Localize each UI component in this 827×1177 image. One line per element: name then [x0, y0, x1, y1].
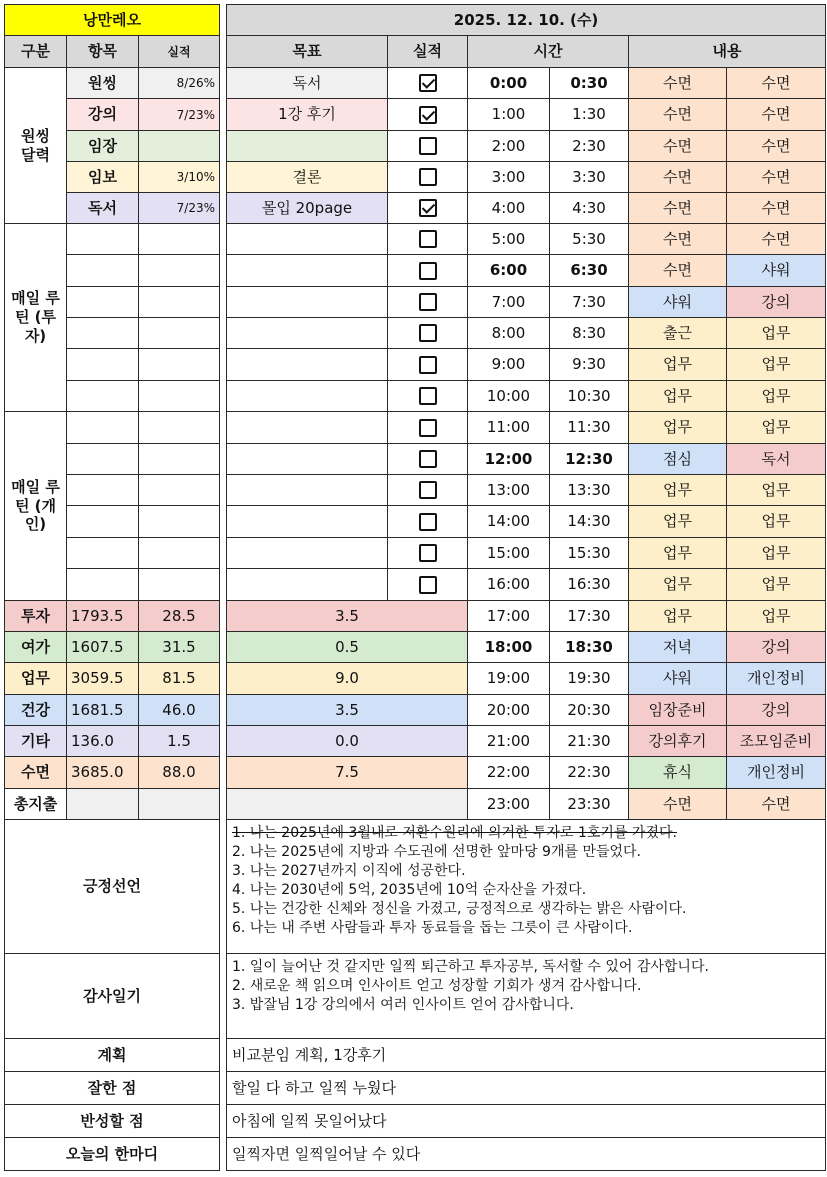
gratitude-list	[227, 954, 826, 1039]
empty-cell	[67, 444, 139, 475]
time-end: 3:30	[550, 162, 629, 193]
time-end: 20:30	[550, 695, 629, 726]
affirmation-item: 2. 나는 2025년에 지방과 수도권에 선명한 앞마당 9개를 만들었다.	[232, 844, 641, 860]
time-start: 5:00	[468, 224, 550, 255]
result-cell	[388, 255, 468, 287]
time-start: 2:00	[468, 131, 550, 162]
total-spend-label: 총지출	[5, 789, 67, 820]
activity-first-half[interactable]: 수면	[629, 224, 727, 255]
header-content: 내용	[629, 36, 826, 68]
section-oneline-label: 오늘의 한마디	[5, 1138, 220, 1171]
result-cell	[388, 162, 468, 193]
activity-second-half[interactable]: 업무	[727, 601, 826, 632]
activity-first-half[interactable]: 샤워	[629, 287, 727, 318]
affirmation-item: 6. 나는 내 주변 사람들과 투자 동료들을 돕는 그릇이 큰 사람이다.	[232, 920, 633, 936]
result-cell	[388, 381, 468, 412]
activity-second-half[interactable]: 강의	[727, 695, 826, 726]
activity-first-half[interactable]: 업무	[629, 381, 727, 412]
empty-cell	[139, 318, 220, 349]
time-end: 10:30	[550, 381, 629, 412]
category-table	[4, 4, 220, 1171]
time-start: 7:00	[468, 287, 550, 318]
total-spend-actual	[139, 789, 220, 820]
summary-hours-cell: 3.5	[227, 601, 468, 632]
time-end: 15:30	[550, 538, 629, 569]
summary-etc-label: 기타	[5, 726, 67, 757]
time-start: 9:00	[468, 349, 550, 381]
item-oneThing: 원씽	[67, 68, 139, 99]
time-end: 6:30	[550, 255, 629, 287]
result-cell	[388, 506, 468, 538]
activity-second-half[interactable]: 수면	[727, 162, 826, 193]
activity-second-half[interactable]: 수면	[727, 789, 826, 820]
activity-first-half[interactable]: 업무	[629, 475, 727, 506]
item-lecture: 강의	[67, 99, 139, 131]
time-end: 9:30	[550, 349, 629, 381]
time-start: 14:00	[468, 506, 550, 538]
activity-second-half[interactable]: 조모임준비	[727, 726, 826, 757]
summary-work-total: 3059.5	[67, 663, 139, 695]
section-reflect-label: 반성할 점	[5, 1105, 220, 1138]
activity-first-half[interactable]: 수면	[629, 162, 727, 193]
empty-cell	[67, 506, 139, 538]
summary-leisure-label: 여가	[5, 632, 67, 663]
activity-first-half[interactable]: 수면	[629, 255, 727, 287]
activity-second-half[interactable]: 업무	[727, 538, 826, 569]
planner-title: 낭만레오	[5, 5, 220, 36]
time-end: 11:30	[550, 412, 629, 444]
summary-hours-cell	[227, 789, 468, 820]
activity-first-half[interactable]: 수면	[629, 789, 727, 820]
checkbox-icon[interactable]	[419, 387, 437, 405]
time-end: 7:30	[550, 287, 629, 318]
activity-first-half[interactable]: 임장준비	[629, 695, 727, 726]
activity-second-half[interactable]: 개인정비	[727, 663, 826, 695]
empty-cell	[139, 538, 220, 569]
item-reading: 독서	[67, 193, 139, 224]
header-category: 구분	[5, 36, 67, 68]
gratitude-item: 1. 일이 늘어난 것 같지만 일찍 퇴근하고 투자공부, 독서할 수 있어 감사합니다.	[232, 959, 709, 975]
goal-cell[interactable]	[227, 349, 388, 381]
goal-cell[interactable]	[227, 475, 388, 506]
item-reading-pct: 7/23%	[139, 193, 220, 224]
affirmation-item: 5. 나는 건강한 신체와 정신을 가졌고, 긍정적으로 생각하는 밝은 사람이다.	[232, 901, 687, 917]
empty-cell	[67, 538, 139, 569]
affirmation-item: 4. 나는 2030년에 5억, 2035년에 10억 순자산을 가졌다.	[232, 882, 587, 898]
affirmation-list	[227, 820, 826, 954]
section-plan-label: 계획	[5, 1039, 220, 1072]
activity-second-half[interactable]: 수면	[727, 193, 826, 224]
checkbox-icon[interactable]	[419, 168, 437, 186]
time-start: 18:00	[468, 632, 550, 663]
item-site-visit-pct	[139, 131, 220, 162]
section-good-label: 잘한 점	[5, 1072, 220, 1105]
goal-cell[interactable]	[227, 412, 388, 444]
activity-first-half[interactable]: 휴식	[629, 757, 727, 789]
summary-leisure-total: 1607.5	[67, 632, 139, 663]
time-start: 16:00	[468, 569, 550, 601]
activity-first-half[interactable]: 수면	[629, 99, 727, 131]
time-end: 16:30	[550, 569, 629, 601]
summary-hours-cell: 0.5	[227, 632, 468, 663]
activity-second-half[interactable]: 업무	[727, 475, 826, 506]
checkbox-icon[interactable]	[419, 324, 437, 342]
summary-health-label: 건강	[5, 695, 67, 726]
plan-text[interactable]: 비교분임 계획, 1강후기	[227, 1039, 826, 1072]
activity-first-half[interactable]: 저녁	[629, 632, 727, 663]
activity-second-half[interactable]: 독서	[727, 444, 826, 475]
group-daily-routine-personal: 매일 루틴 (개인)	[5, 412, 67, 601]
summary-invest-total: 1793.5	[67, 601, 139, 632]
checkbox-icon[interactable]	[419, 576, 437, 594]
result-cell	[388, 193, 468, 224]
group-daily-routine-invest: 매일 루틴 (투자)	[5, 224, 67, 412]
summary-hours-cell: 3.5	[227, 695, 468, 726]
empty-cell	[67, 569, 139, 601]
summary-hours-cell: 9.0	[227, 663, 468, 695]
empty-cell	[67, 349, 139, 381]
activity-first-half[interactable]: 수면	[629, 193, 727, 224]
goal-cell[interactable]	[227, 255, 388, 287]
summary-hours-cell: 0.0	[227, 726, 468, 757]
affirmation-item: 1. 나는 2025년에 3월내로 저환수원리에 의거한 투자로 1호기를 가졌다.	[232, 825, 677, 841]
time-end: 5:30	[550, 224, 629, 255]
summary-health-actual: 46.0	[139, 695, 220, 726]
result-cell	[388, 68, 468, 99]
time-start: 0:00	[468, 68, 550, 99]
activity-first-half[interactable]: 강의후기	[629, 726, 727, 757]
checkbox-icon[interactable]	[419, 356, 437, 374]
activity-first-half[interactable]: 점심	[629, 444, 727, 475]
gratitude-item: 2. 새로운 책 읽으며 인사이트 얻고 성장할 기회가 생겨 감사합니다.	[232, 978, 642, 994]
time-start: 4:00	[468, 193, 550, 224]
empty-cell	[67, 224, 139, 255]
activity-second-half[interactable]: 업무	[727, 506, 826, 538]
goal-cell[interactable]: 몰입 20page	[227, 193, 388, 224]
summary-work-label: 업무	[5, 663, 67, 695]
time-end: 17:30	[550, 601, 629, 632]
time-start: 23:00	[468, 789, 550, 820]
header-time: 시간	[468, 36, 629, 68]
summary-sleep-actual: 88.0	[139, 757, 220, 789]
time-start: 3:00	[468, 162, 550, 193]
time-start: 11:00	[468, 412, 550, 444]
empty-cell	[139, 224, 220, 255]
summary-invest-actual: 28.5	[139, 601, 220, 632]
empty-cell	[139, 412, 220, 444]
good-text[interactable]: 할일 다 하고 일찍 누웠다	[227, 1072, 826, 1105]
summary-sleep-label: 수면	[5, 757, 67, 789]
time-start: 1:00	[468, 99, 550, 131]
schedule-table	[226, 4, 826, 1171]
activity-first-half[interactable]: 샤워	[629, 663, 727, 695]
checkbox-icon[interactable]	[419, 137, 437, 155]
goal-cell[interactable]	[227, 506, 388, 538]
time-end: 12:30	[550, 444, 629, 475]
goal-cell[interactable]	[227, 444, 388, 475]
time-end: 13:30	[550, 475, 629, 506]
time-start: 22:00	[468, 757, 550, 789]
oneline-text[interactable]: 일찍자면 일찍일어날 수 있다	[227, 1138, 826, 1171]
goal-cell[interactable]: 결론	[227, 162, 388, 193]
time-end: 21:30	[550, 726, 629, 757]
goal-cell[interactable]: 독서	[227, 68, 388, 99]
empty-cell	[139, 444, 220, 475]
activity-first-half[interactable]: 수면	[629, 68, 727, 99]
activity-second-half[interactable]: 수면	[727, 131, 826, 162]
activity-second-half[interactable]: 수면	[727, 68, 826, 99]
time-end: 14:30	[550, 506, 629, 538]
time-start: 21:00	[468, 726, 550, 757]
activity-first-half[interactable]: 업무	[629, 569, 727, 601]
section-gratitude-label: 감사일기	[5, 954, 220, 1039]
goal-cell[interactable]	[227, 538, 388, 569]
header-result: 실적	[388, 36, 468, 68]
summary-work-actual: 81.5	[139, 663, 220, 695]
goal-cell[interactable]: 1강 후기	[227, 99, 388, 131]
activity-first-half[interactable]: 출근	[629, 318, 727, 349]
time-start: 20:00	[468, 695, 550, 726]
activity-second-half[interactable]: 업무	[727, 318, 826, 349]
activity-first-half[interactable]: 업무	[629, 601, 727, 632]
activity-second-half[interactable]: 강의	[727, 287, 826, 318]
empty-cell	[67, 255, 139, 287]
result-cell	[388, 131, 468, 162]
time-start: 10:00	[468, 381, 550, 412]
empty-cell	[67, 412, 139, 444]
goal-cell[interactable]	[227, 569, 388, 601]
result-cell	[388, 538, 468, 569]
checkbox-icon[interactable]	[419, 230, 437, 248]
empty-cell	[67, 475, 139, 506]
time-end: 2:30	[550, 131, 629, 162]
summary-etc-actual: 1.5	[139, 726, 220, 757]
time-end: 18:30	[550, 632, 629, 663]
goal-cell[interactable]	[227, 224, 388, 255]
activity-second-half[interactable]: 업무	[727, 412, 826, 444]
result-cell	[388, 349, 468, 381]
result-cell	[388, 569, 468, 601]
time-end: 22:30	[550, 757, 629, 789]
affirmation-item: 3. 나는 2027년까지 이직에 성공한다.	[232, 863, 466, 879]
gratitude-item: 3. 밥잘님 1강 강의에서 여러 인사이트 얻어 감사합니다.	[232, 997, 574, 1013]
summary-leisure-actual: 31.5	[139, 632, 220, 663]
item-oneThing-pct: 8/26%	[139, 68, 220, 99]
activity-second-half[interactable]: 업무	[727, 381, 826, 412]
result-cell	[388, 99, 468, 131]
time-start: 8:00	[468, 318, 550, 349]
checkbox-icon[interactable]	[419, 544, 437, 562]
empty-cell	[139, 569, 220, 601]
header-goal: 목표	[227, 36, 388, 68]
time-end: 0:30	[550, 68, 629, 99]
item-report-pct: 3/10%	[139, 162, 220, 193]
time-end: 23:30	[550, 789, 629, 820]
time-end: 1:30	[550, 99, 629, 131]
header-actual: 실적	[139, 36, 220, 68]
activity-first-half[interactable]: 업무	[629, 506, 727, 538]
date-title: 2025. 12. 10. (수)	[227, 5, 826, 36]
checkbox-icon[interactable]	[419, 106, 437, 124]
time-end: 4:30	[550, 193, 629, 224]
checkbox-icon[interactable]	[419, 293, 437, 311]
activity-second-half[interactable]: 개인정비	[727, 757, 826, 789]
empty-cell	[139, 506, 220, 538]
activity-second-half[interactable]: 수면	[727, 99, 826, 131]
header-item: 항목	[67, 36, 139, 68]
goal-cell[interactable]	[227, 381, 388, 412]
result-cell	[388, 318, 468, 349]
item-report: 임보	[67, 162, 139, 193]
empty-cell	[67, 318, 139, 349]
time-start: 6:00	[468, 255, 550, 287]
activity-second-half[interactable]: 샤워	[727, 255, 826, 287]
checkbox-icon[interactable]	[419, 513, 437, 531]
checkbox-icon[interactable]	[419, 199, 437, 217]
summary-etc-total: 136.0	[67, 726, 139, 757]
activity-second-half[interactable]: 강의	[727, 632, 826, 663]
empty-cell	[67, 381, 139, 412]
activity-second-half[interactable]: 업무	[727, 349, 826, 381]
summary-health-total: 1681.5	[67, 695, 139, 726]
time-end: 8:30	[550, 318, 629, 349]
empty-cell	[139, 349, 220, 381]
goal-cell[interactable]	[227, 131, 388, 162]
time-start: 19:00	[468, 663, 550, 695]
result-cell	[388, 412, 468, 444]
empty-cell	[139, 381, 220, 412]
reflect-text[interactable]: 아침에 일찍 못일어났다	[227, 1105, 826, 1138]
item-lecture-pct: 7/23%	[139, 99, 220, 131]
result-cell	[388, 287, 468, 318]
empty-cell	[139, 287, 220, 318]
activity-first-half[interactable]: 업무	[629, 538, 727, 569]
result-cell	[388, 224, 468, 255]
summary-sleep-total: 3685.0	[67, 757, 139, 789]
checkbox-icon[interactable]	[419, 419, 437, 437]
checkbox-icon[interactable]	[419, 450, 437, 468]
activity-second-half[interactable]: 업무	[727, 569, 826, 601]
empty-cell	[67, 287, 139, 318]
result-cell	[388, 475, 468, 506]
time-start: 15:00	[468, 538, 550, 569]
empty-cell	[139, 255, 220, 287]
result-cell	[388, 444, 468, 475]
item-site-visit: 임장	[67, 131, 139, 162]
summary-hours-cell: 7.5	[227, 757, 468, 789]
goal-cell[interactable]	[227, 318, 388, 349]
checkbox-icon[interactable]	[419, 74, 437, 92]
activity-first-half[interactable]: 업무	[629, 349, 727, 381]
time-start: 12:00	[468, 444, 550, 475]
time-start: 17:00	[468, 601, 550, 632]
activity-second-half[interactable]: 수면	[727, 224, 826, 255]
checkbox-icon[interactable]	[419, 481, 437, 499]
summary-invest-label: 투자	[5, 601, 67, 632]
section-affirmation-label: 긍정선언	[5, 820, 220, 954]
group-oneThing-calendar: 원씽 달력	[5, 68, 67, 224]
empty-cell	[139, 475, 220, 506]
time-end: 19:30	[550, 663, 629, 695]
activity-first-half[interactable]: 업무	[629, 412, 727, 444]
goal-cell[interactable]	[227, 287, 388, 318]
checkbox-icon[interactable]	[419, 262, 437, 280]
activity-first-half[interactable]: 수면	[629, 131, 727, 162]
total-spend-value	[67, 789, 139, 820]
time-start: 13:00	[468, 475, 550, 506]
